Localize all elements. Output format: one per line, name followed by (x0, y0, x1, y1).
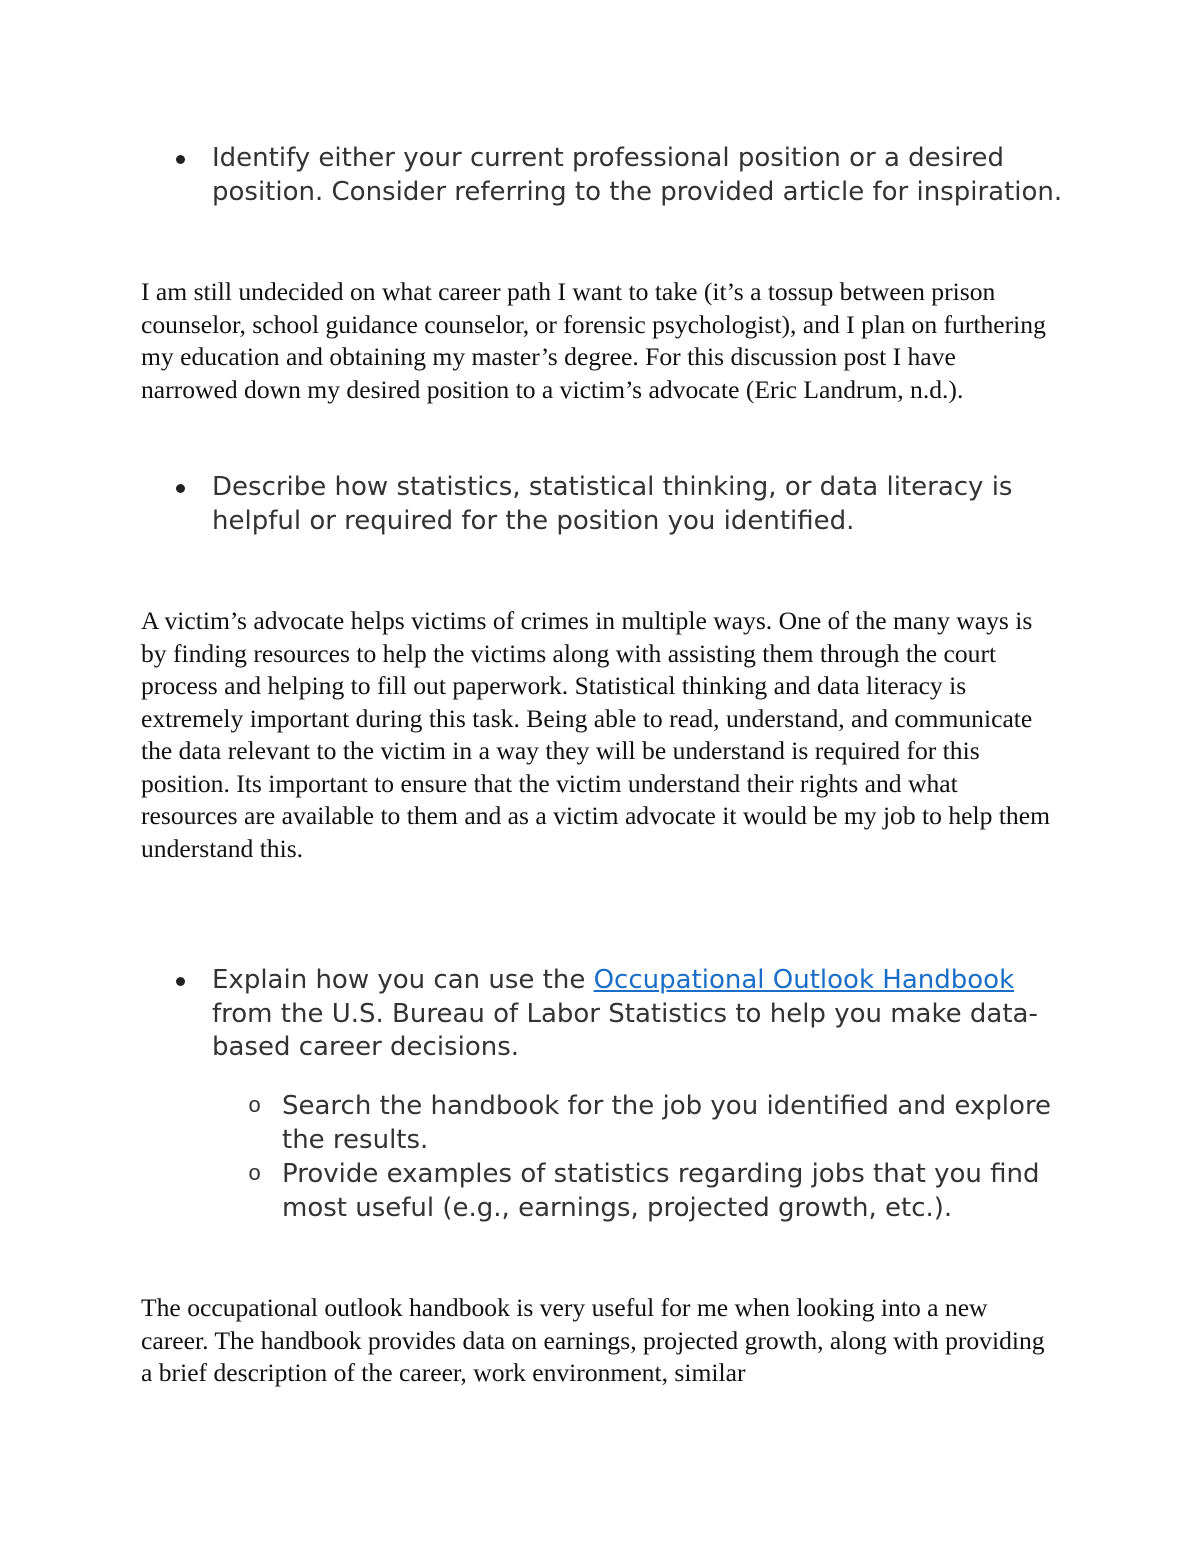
prompt-bullet-3 (0, 964, 1200, 1065)
sub-list-item (0, 1089, 1072, 1157)
bullet-icon (176, 484, 185, 493)
sub-item-text: Provide examples of statistics regarding jobs that you find most useful (e.g., earnings, projected growth, etc.). (282, 1159, 1040, 1223)
sub-list (0, 1089, 1200, 1225)
prompt-text: Describe how statistics, statistical thinking, or data literacy is helpful or required for the position you identified. (212, 472, 1013, 536)
occupational-outlook-handbook-link[interactable]: Occupational Outlook Handbook (593, 965, 1015, 995)
prompt-bullet-1 (0, 142, 1200, 209)
response-paragraph-3: The occupational outlook handbook is very useful for me when looking into a new career. The handbook provides data on earnings, projected growth, along with providing a brief description of the career, work environment, similar (141, 1293, 1045, 1387)
prompt-bullet-2 (0, 471, 1200, 538)
prompt-text: Identify either your current professional position or a desired position. Consider referring to the provided article for inspiration. (212, 143, 1063, 207)
circle-bullet-icon: o (248, 1162, 262, 1187)
sub-list-item (0, 1157, 1072, 1225)
response-paragraph-1: I am still undecided on what career path I want to take (it’s a tossup between prison counselor, school guidance counselor, or forensic psychologist), and I plan on furthering my education and obtaining my master’s degree. For this discussion post I have narrowed down my desired position to a victim’s advocate (Eric Landrum, n.d.). (141, 277, 1046, 404)
prompt-text-after: from the U.S. Bureau of Labor Statistics to help you make data-based career decisions. (212, 998, 1038, 1062)
prompt-text-before: Explain how you can use the (212, 965, 594, 995)
sub-item-text: Search the handbook for the job you identified and explore the results. (282, 1091, 1052, 1155)
bullet-icon (176, 977, 185, 986)
bullet-icon (176, 155, 185, 164)
response-paragraph-2: A victim’s advocate helps victims of crimes in multiple ways. One of the many ways is by finding resources to help the victims along with assisting them through the court process and helping to fill out paperwork. Statistical thinking and data literacy is extremely important during this task. Being able to read, understand, and communicate the data relevant to the victim in a way they will be understand is required for this position. Its important to ensure that the victim understand their rights and what resources are available to them and as a victim advocate it would be my job to help them understand this. (141, 606, 1050, 863)
circle-bullet-icon: o (248, 1094, 262, 1119)
